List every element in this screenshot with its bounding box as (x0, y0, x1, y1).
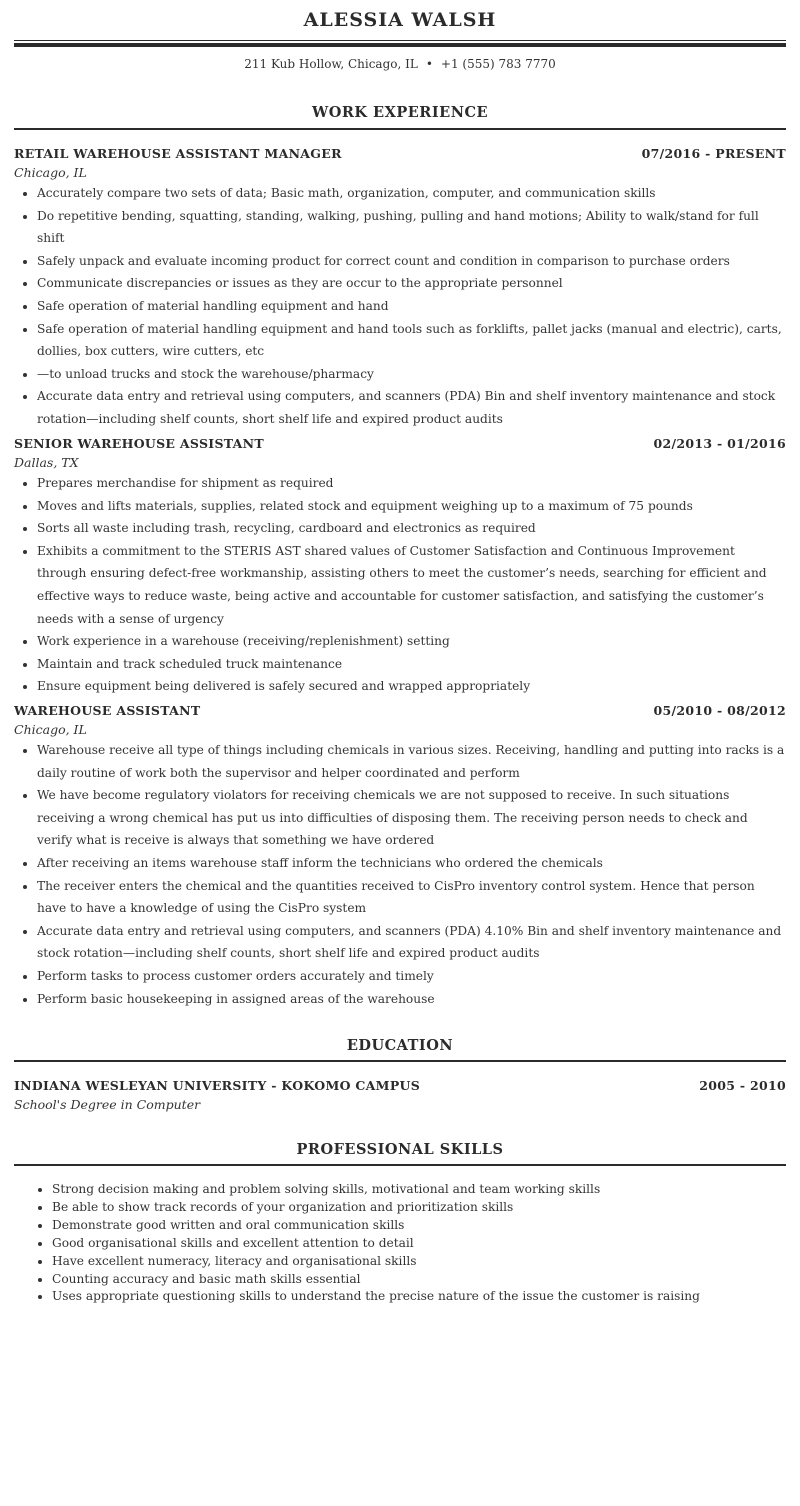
list-item: • Safe operation of material handling equipment and hand (37, 295, 786, 318)
contact-separator: • (425, 57, 433, 71)
list-item: • Accurately compare two sets of data; Basic math, organization, computer, and communication skills (37, 182, 786, 205)
contact-address: 211 Kub Hollow, Chicago, IL (244, 57, 418, 71)
job-title: SENIOR WAREHOUSE ASSISTANT (14, 436, 265, 451)
education-years: 2005 - 2010 (699, 1078, 786, 1093)
list-item: • Be able to show track records of your organization and prioritization skills (52, 1199, 786, 1217)
list-item: • Demonstrate good written and oral communication skills (52, 1217, 786, 1235)
list-item: • —to unload trucks and stock the warehouse/pharmacy (37, 363, 786, 386)
work-experience-rule (14, 128, 786, 130)
job-entry-1 (14, 146, 786, 431)
education-entry (14, 1078, 786, 1114)
list-item: • After receiving an items warehouse staff inform the technicians who ordered the chemicals (37, 852, 786, 875)
list-item: • Accurate data entry and retrieval using computers, and scanners (PDA) 4.10% Bin and shelf inventory maintenance and stock rotation—including shelf counts, short shelf life and expired product audits (37, 920, 786, 965)
list-item: • Accurate data entry and retrieval using computers, and scanners (PDA) Bin and shelf inventory maintenance and stock rotation—including shelf counts, short shelf life and expired product audits (37, 385, 786, 430)
job-location: Chicago, IL (14, 165, 87, 180)
header-rule-thick (14, 43, 786, 47)
list-item: • Safely unpack and evaluate incoming product for correct count and condition in comparison to purchase orders (37, 250, 786, 273)
skills-rule (14, 1164, 786, 1166)
job-bullets (14, 739, 786, 1010)
job-dates: 02/2013 - 01/2016 (653, 436, 786, 451)
list-item: • Do repetitive bending, squatting, standing, walking, pushing, pulling and hand motions; Ability to walk/stand for full shift (37, 205, 786, 250)
job-bullets (14, 182, 786, 431)
skills-list (14, 1181, 786, 1306)
list-item: • Exhibits a commitment to the STERIS AST shared values of Customer Satisfaction and Continuous Improvement through ensuring defect-free workmanship, assisting others to meet the customer’s needs, searching for efficient and effective ways to reduce waste, being active and accountable for customer satisfaction, and satisfying the customer’s needs with a sense of urgency (37, 540, 786, 630)
education-rule (14, 1060, 786, 1062)
job-location: Dallas, TX (14, 455, 79, 470)
list-item: • Maintain and track scheduled truck maintenance (37, 653, 786, 676)
list-item: • Strong decision making and problem solving skills, motivational and team working skills (52, 1181, 786, 1199)
list-item: • Perform basic housekeeping in assigned areas of the warehouse (37, 988, 786, 1011)
skills-heading: PROFESSIONAL SKILLS (296, 1141, 504, 1158)
list-item: • Prepares merchandise for shipment as required (37, 472, 786, 495)
contact-phone: +1 (555) 783 7770 (440, 57, 556, 71)
list-item: • Communicate discrepancies or issues as they are occur to the appropriate personnel (37, 272, 786, 295)
school-name: INDIANA WESLEYAN UNIVERSITY - KOKOMO CAMPUS (14, 1078, 421, 1093)
list-item: • The receiver enters the chemical and the quantities received to CisPro inventory control system. Hence that person have to have a knowledge of using the CisPro system (37, 875, 786, 920)
work-experience-heading: WORK EXPERIENCE (311, 104, 489, 121)
list-item: • Ensure equipment being delivered is safely secured and wrapped appropriately (37, 675, 786, 698)
list-item: • Sorts all waste including trash, recycling, cardboard and electronics as required (37, 517, 786, 540)
education-heading: EDUCATION (346, 1037, 454, 1054)
job-title: WAREHOUSE ASSISTANT (14, 703, 201, 718)
job-dates: 07/2016 - PRESENT (641, 146, 786, 161)
list-item: • Moves and lifts materials, supplies, related stock and equipment weighing up to a maximum of 75 pounds (37, 495, 786, 518)
list-item: • Counting accuracy and basic math skills essential (52, 1271, 786, 1289)
list-item: • Safe operation of material handling equipment and hand tools such as forklifts, pallet jacks (manual and electric), carts, dollies, box cutters, wire cutters, etc (37, 318, 786, 363)
list-item: • We have become regulatory violators for receiving chemicals we are not supposed to receive. In such situations receiving a wrong chemical has put us into difficulties of disposing them. The receiving person needs to check and verify what is receive is always that something we have ordered (37, 784, 786, 852)
job-title: RETAIL WAREHOUSE ASSISTANT MANAGER (14, 146, 342, 161)
job-entry-3 (14, 703, 786, 1010)
skills-section (14, 1181, 786, 1306)
list-item: • Work experience in a warehouse (receiving/replenishment) setting (37, 630, 786, 653)
degree: School's Degree in Computer (14, 1097, 201, 1112)
contact-line (0, 57, 800, 71)
list-item: • Uses appropriate questioning skills to understand the precise nature of the issue the customer is raising (52, 1288, 786, 1306)
job-location: Chicago, IL (14, 722, 87, 737)
list-item: • Have excellent numeracy, literacy and organisational skills (52, 1253, 786, 1271)
list-item: • Perform tasks to process customer orders accurately and timely (37, 965, 786, 988)
list-item: • Good organisational skills and excellent attention to detail (52, 1235, 786, 1253)
candidate-name: ALESSIA WALSH (303, 9, 497, 31)
job-entry-2 (14, 436, 786, 698)
list-item: • Warehouse receive all type of things including chemicals in various sizes. Receiving, handling and putting into racks is a daily routine of work both the supervisor and helper coordinated and perform (37, 739, 786, 784)
header-rule-thin (14, 40, 786, 41)
job-bullets (14, 472, 786, 698)
job-dates: 05/2010 - 08/2012 (653, 703, 786, 718)
